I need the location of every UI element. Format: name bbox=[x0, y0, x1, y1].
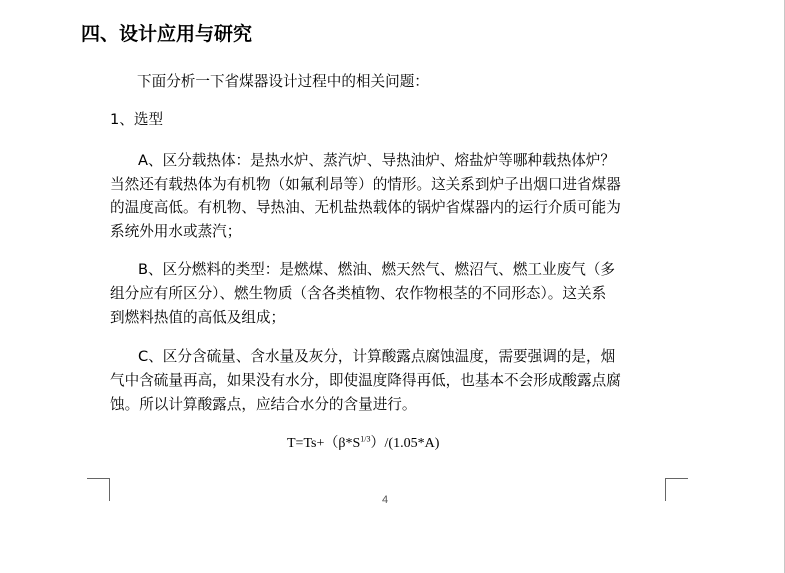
formula-part: ）/(1.05 bbox=[370, 436, 418, 451]
paragraph-a-line: 当然还有载热体为有机物（如氟利昂等）的情形。这关系到炉子出烟口进省煤器 bbox=[110, 176, 621, 193]
formula-superscript: 1/3 bbox=[360, 434, 371, 444]
paragraph-b-line: 到燃料热值的高低及组成； bbox=[110, 309, 286, 326]
page-number: 4 bbox=[382, 494, 389, 506]
paragraph-a-line: A、区分载热体：是热水炉、蒸汽炉、导热油炉、熔盐炉等哪种载热体炉？ bbox=[138, 152, 615, 169]
intro-line: 下面分析一下省煤器设计过程中的相关问题： bbox=[137, 73, 429, 90]
paragraph-c-line: 气中含硫量再高，如果没有水分，即使温度降得再低，也基本不会形成酸露点腐 bbox=[110, 372, 621, 389]
paragraph-c-line: 蚀。所以计算酸露点，应结合水分的含量进行。 bbox=[110, 396, 417, 413]
paragraph-a-line: 系统外用水或蒸汽； bbox=[110, 223, 242, 240]
formula-part: T=Ts+（β*S bbox=[287, 436, 361, 451]
margin-corner-mark bbox=[665, 478, 688, 501]
paragraph-b-line: 组分应有所区分）、燃生物质（含各类植物、农作物根茎的不同形态）。这关系 bbox=[110, 285, 607, 302]
dew-point-formula bbox=[287, 434, 440, 451]
paragraph-c-line: C、区分含硫量、含水量及灰分，计算酸露点腐蚀温度，需要强调的是，烟 bbox=[138, 348, 616, 365]
formula-part: *A) bbox=[417, 436, 440, 451]
paragraph-a-line: 的温度高低。有机物、导热油、无机盐热载体的锅炉省煤器内的运行介质可能为 bbox=[110, 199, 621, 216]
section-heading: 四、设计应用与研究 bbox=[81, 23, 253, 45]
margin-corner-mark bbox=[87, 478, 110, 501]
subsection-title: 1、选型 bbox=[110, 111, 164, 128]
paragraph-b-line: B、区分燃料的类型：是燃煤、燃油、燃天然气、燃沼气、燃工业废气（多 bbox=[138, 261, 616, 278]
